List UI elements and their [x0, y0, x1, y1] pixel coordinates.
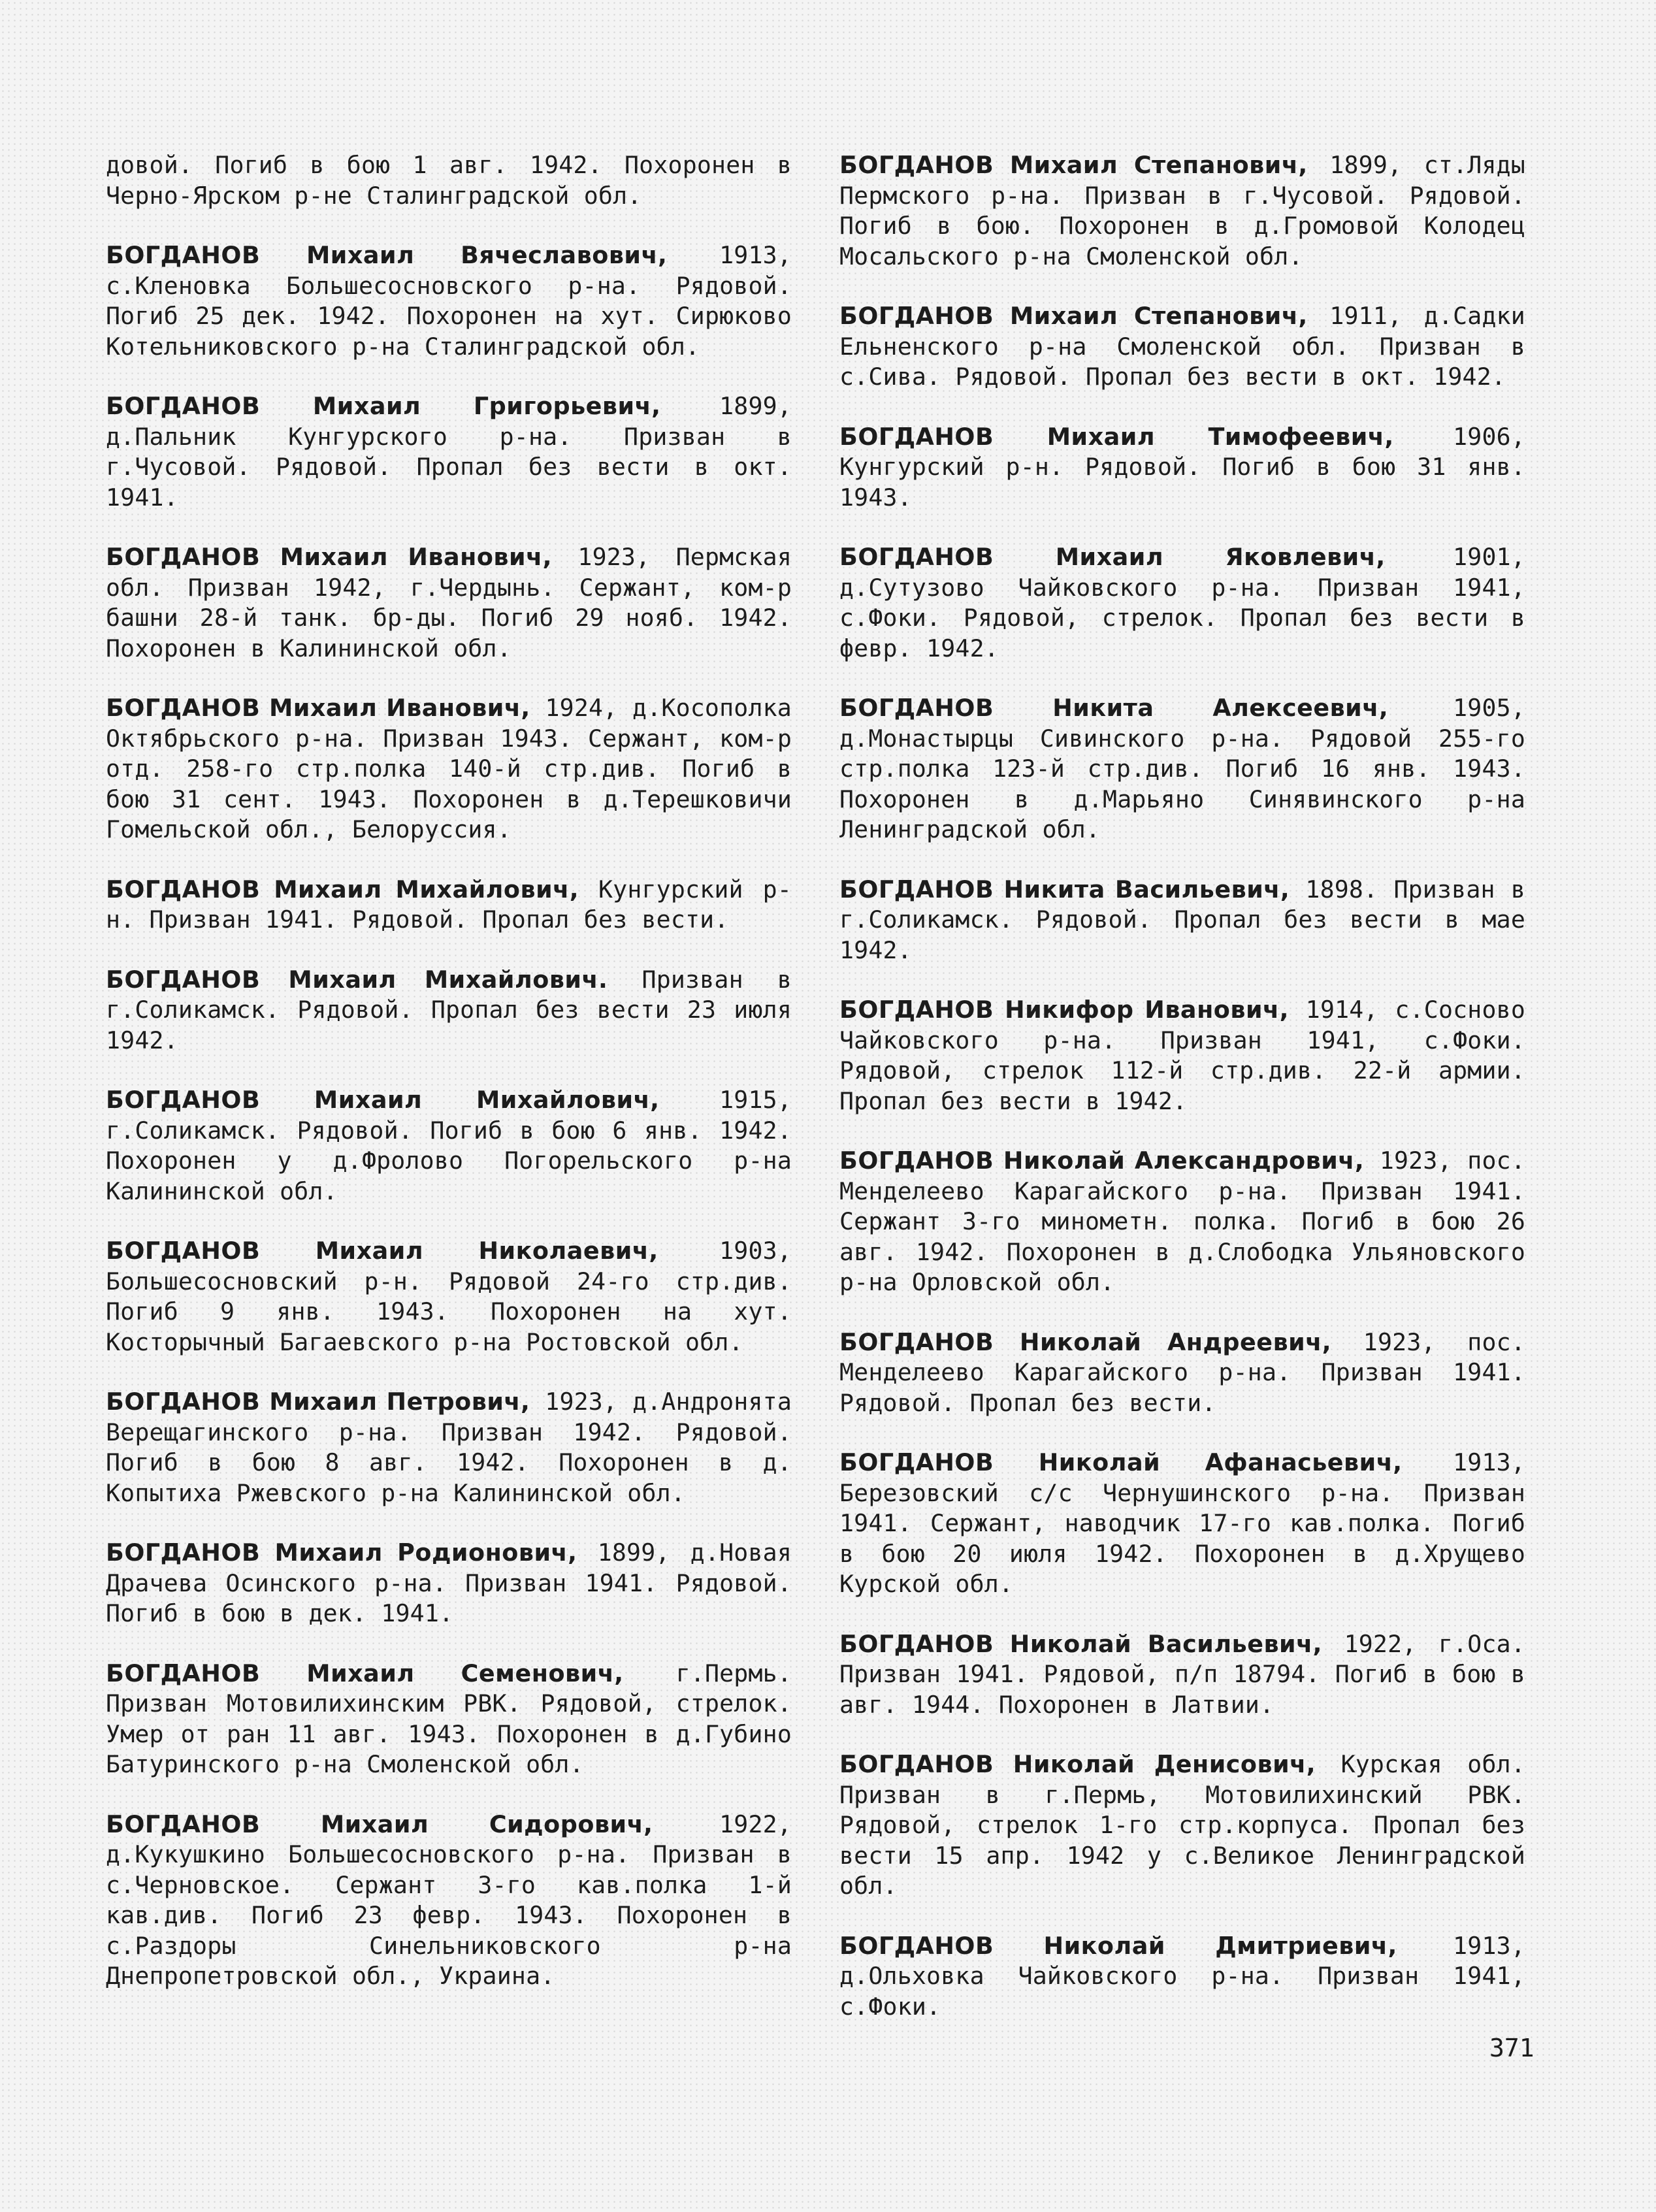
entry — [839, 422, 1525, 513]
entry-text: 1913, д.Ольховка Чайковского р-на. Призван 1941, с.Фоки. — [839, 1931, 1525, 2021]
entry-text: 1899, ст.Ляды Пермского р-на. Призван в г.Чусовой. Рядовой. Погиб в бою. Похоронен в д.Громовой Колодец Мосальского р-на Смоленской обл. — [839, 151, 1525, 270]
entry-text: 1901, д.Сутузово Чайковского р-на. Призван 1941, с.Фоки. Рядовой, стрелок. Пропал без вести в февр. 1942. — [839, 543, 1525, 662]
entry — [106, 1387, 792, 1508]
right-column — [839, 150, 1525, 2051]
entry-name: БОГДАНОВ Михаил Иванович, — [106, 543, 553, 571]
entry — [106, 1810, 792, 1992]
entry — [106, 391, 792, 513]
entry-text: 1923, пос. Менделеево Карагайского р-на. Призван 1941. Рядовой. Пропал без вести. — [839, 1327, 1525, 1417]
entry-name: БОГДАНОВ Михаил Михайлович. — [106, 965, 608, 994]
page-number: 371 — [1489, 2034, 1534, 2062]
entry — [839, 301, 1525, 393]
entry — [106, 875, 792, 935]
entry-name: БОГДАНОВ Николай Афанасьевич, — [839, 1448, 1403, 1476]
entry-text: 1905, д.Монастырцы Сивинского р-на. Рядовой 255-го стр.полка 123-й стр.див. Погиб 16 янв. 1943. Похоронен в д.Марьяно Синявинского р-на Ленинградской обл. — [839, 694, 1525, 843]
entry-text: 1898. Призван в г.Соликамск. Рядовой. Пропал без вести в мае 1942. — [839, 875, 1525, 964]
entry — [106, 1085, 792, 1207]
entry-name: БОГДАНОВ Михаил Григорьевич, — [106, 392, 661, 420]
entry — [106, 1538, 792, 1629]
entry — [839, 1327, 1525, 1419]
entry-text: 1899, д.Новая Драчева Осинского р-на. Призван 1941. Рядовой. Погиб в бою в дек. 1941. — [106, 1538, 792, 1627]
entry — [839, 1931, 1525, 2023]
entry-text: 1922, г.Оса. Призван 1941. Рядовой, п/п 18794. Погиб в бою в авг. 1944. Похоронен в Латвии. — [839, 1629, 1525, 1719]
entry — [839, 875, 1525, 966]
entry-text: 1899, д.Пальник Кунгурского р-на. Призван в г.Чусовой. Рядовой. Пропал без вести в окт. 1941. — [106, 392, 792, 512]
entry-text: 1922, д.Кукушкино Большесосновского р-на. Призван в с.Черновское. Сержант 3-го кав.полка 1-й кав.див. Погиб 23 февр. 1943. Похоронен в с.Раздоры Синельниковского р-на Днепропетровской обл., Украина. — [106, 1810, 792, 1990]
entry — [106, 1236, 792, 1358]
entry — [106, 1659, 792, 1780]
entry — [106, 240, 792, 362]
entry-name: БОГДАНОВ Никита Алексеевич, — [839, 694, 1389, 722]
entry-name: БОГДАНОВ Николай Дмитриевич, — [839, 1931, 1397, 1960]
entry-text: 1923, д.Андронята Верещагинского р-на. Призван 1942. Рядовой. Погиб в бою 8 авг. 1942. Похоронен в д. Копытиха Ржевского р-на Калининской обл. — [106, 1388, 792, 1507]
entry-text: 1906, Кунгурский р-н. Рядовой. Погиб в бою 31 янв. 1943. — [839, 422, 1525, 512]
entry — [839, 1448, 1525, 1600]
entry-name: БОГДАНОВ Никифор Иванович, — [839, 996, 1289, 1024]
entry-name: БОГДАНОВ Михаил Михайлович, — [106, 875, 579, 903]
entry — [839, 995, 1525, 1116]
entry-name: БОГДАНОВ Михаил Вячеславович, — [106, 241, 668, 269]
entry-name: БОГДАНОВ Михаил Иванович, — [106, 694, 530, 722]
entry — [839, 542, 1525, 664]
entry-text: г.Пермь. Призван Мотовилихинским РВК. Рядовой, стрелок. Умер от ран 11 авг. 1943. Похоронен в д.Губино Батуринского р-на Смоленской обл. — [106, 1659, 792, 1778]
entry-name: БОГДАНОВ Николай Васильевич, — [839, 1629, 1323, 1658]
entry-name: БОГДАНОВ Николай Александрович, — [839, 1147, 1365, 1175]
entry-name: БОГДАНОВ Михаил Тимофеевич, — [839, 422, 1394, 451]
entry — [839, 1629, 1525, 1721]
entry-name: БОГДАНОВ Михаил Сидорович, — [106, 1810, 653, 1838]
entry — [839, 1146, 1525, 1298]
entry — [106, 965, 792, 1056]
entry — [839, 693, 1525, 845]
left-column — [106, 150, 792, 2021]
entry — [106, 693, 792, 845]
entry-text: 1913, с.Кленовка Большесосновского р-на. Рядовой. Погиб 25 дек. 1942. Похоронен на хут. Сирюково Котельниковского р-на Сталинградской обл. — [106, 241, 792, 361]
entry — [839, 150, 1525, 272]
entry-name: БОГДАНОВ Никита Васильевич, — [839, 875, 1290, 903]
entry-text: 1913, Березовский с/с Чернушинского р-на. Призван 1941. Сержант, наводчик 17-го кав.полка. Погиб в бою 20 июля 1942. Похоронен в д.Хрущево Курской обл. — [839, 1448, 1525, 1598]
entry-name: БОГДАНОВ Михаил Родионович, — [106, 1538, 577, 1567]
entry-name: БОГДАНОВ Михаил Яковлевич, — [839, 543, 1386, 571]
entry-text: 1903, Большесосновский р-н. Рядовой 24-го стр.див. Погиб 9 янв. 1943. Похоронен на хут. Косторычный Багаевского р-на Ростовской обл. — [106, 1237, 792, 1356]
entry-name: БОГДАНОВ Михаил Николаевич, — [106, 1237, 658, 1265]
entry-name: БОГДАНОВ Николай Денисович, — [839, 1750, 1316, 1778]
entry-text: 1911, д.Садки Ельненского р-на Смоленской обл. Призван в с.Сива. Рядовой. Пропал без вести в окт. 1942. — [839, 302, 1525, 391]
entry-text: 1924, д.Косополка Октябрьского р-на. Призван 1943. Сержант, ком-р отд. 258-го стр.полка 140-й стр.див. Погиб в бою 31 сент. 1943. Похоронен в д.Терешковичи Гомельской обл., Белоруссия. — [106, 694, 792, 843]
entry-name: БОГДАНОВ Михаил Степанович, — [839, 302, 1308, 330]
entry — [106, 542, 792, 664]
entry-text: Кунгурский р-н. Призван 1941. Рядовой. Пропал без вести. — [106, 875, 792, 934]
entry-text: 1923, пос. Менделеево Карагайского р-на. Призван 1941. Сержант 3-го минометн. полка. Погиб в бою 26 авг. 1942. Похоронен в д.Слободка Ульяновского р-на Орловской обл. — [839, 1147, 1526, 1296]
entry-name: БОГДАНОВ Михаил Михайлович, — [106, 1086, 660, 1114]
entry-text: Курская обл. Призван в г.Пермь, Мотовилихинский РВК. Рядовой, стрелок 1-го стр.корпуса. Пропал без вести 15 апр. 1942 у с.Великое Ленинградской обл. — [839, 1750, 1525, 1900]
entry-text: 1914, с.Сосново Чайковского р-на. Призван 1941, с.Фоки. Рядовой, стрелок 112-й стр.див. 22-й армии. Пропал без вести в 1942. — [839, 996, 1526, 1115]
entry — [839, 1749, 1525, 1902]
entry-name: БОГДАНОВ Николай Андреевич, — [839, 1327, 1332, 1356]
entry-name: БОГДАНОВ Михаил Семенович, — [106, 1659, 624, 1687]
entry-continuation: довой. Погиб в бою 1 авг. 1942. Похоронен в Черно-Ярском р-не Сталинградской обл. — [106, 151, 792, 210]
entry-name: БОГДАНОВ Михаил Степанович, — [839, 151, 1308, 179]
entry-text: 1923, Пермская обл. Призван 1942, г.Чердынь. Сержант, ком-р башни 28-й танк. бр-ды. Погиб 29 нояб. 1942. Похоронен в Калининской обл. — [106, 543, 792, 662]
entry-text: 1915, г.Соликамск. Рядовой. Погиб в бою 6 янв. 1942. Похоронен у д.Фролово Погорельского р-на Калининской обл. — [106, 1086, 792, 1205]
entry-name: БОГДАНОВ Михаил Петрович, — [106, 1388, 530, 1416]
entry-text: Призван в г.Соликамск. Рядовой. Пропал без вести 23 июля 1942. — [106, 965, 792, 1054]
